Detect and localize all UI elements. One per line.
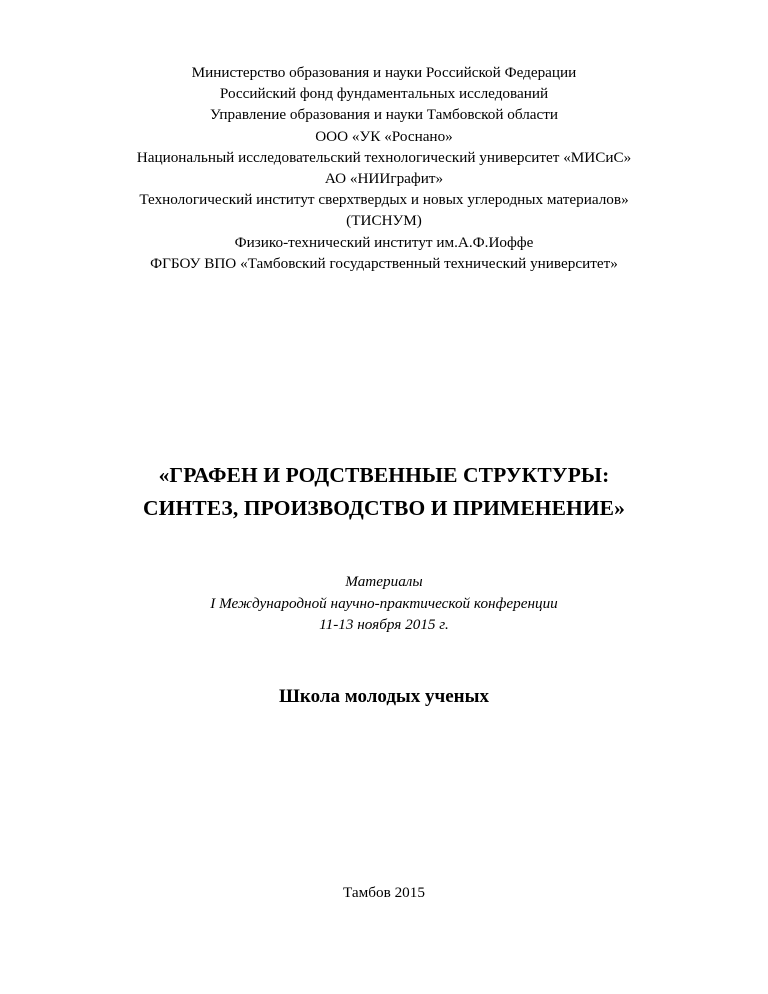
- organization-line: АО «НИИграфит»: [324, 170, 444, 188]
- organization-line: Национальный исследовательский технологический университет «МИСиС»: [136, 148, 632, 166]
- school-heading: Школа молодых ученых: [279, 686, 489, 707]
- organization-line: Технологический институт сверхтвердых и новых углеродных материалов»: [139, 191, 629, 209]
- organization-line: Физико-технический институт им.А.Ф.Иоффе: [234, 233, 534, 251]
- organization-line: (ТИСНУМ): [346, 212, 422, 230]
- organization-line: ООО «УК «Роснано»: [315, 127, 453, 145]
- city-year: Тамбов 2015: [343, 884, 425, 901]
- conference-title: [0, 459, 768, 525]
- materials-label: Материалы: [345, 573, 423, 590]
- conference-dates: 11-13 ноября 2015 г.: [319, 616, 449, 633]
- organization-line: Российский фонд фундаментальных исследований: [219, 85, 549, 103]
- conference-title-line-1: «ГРАФЕН И РОДСТВЕННЫЕ СТРУКТУРЫ:: [158, 463, 610, 487]
- organizations-list: [0, 62, 768, 274]
- conference-title-line-2: СИНТЕЗ, ПРОИЗВОДСТВО И ПРИМЕНЕНИЕ»: [143, 496, 625, 520]
- organization-line: Министерство образования и науки Российской Федерации: [191, 64, 577, 81]
- organization-line: Управление образования и науки Тамбовской области: [209, 106, 559, 124]
- materials-subtitle: [0, 571, 768, 636]
- organization-line: ФГБОУ ВПО «Тамбовский государственный технический университет»: [150, 254, 618, 272]
- conference-name: I Международной научно-практической конференции: [210, 594, 558, 612]
